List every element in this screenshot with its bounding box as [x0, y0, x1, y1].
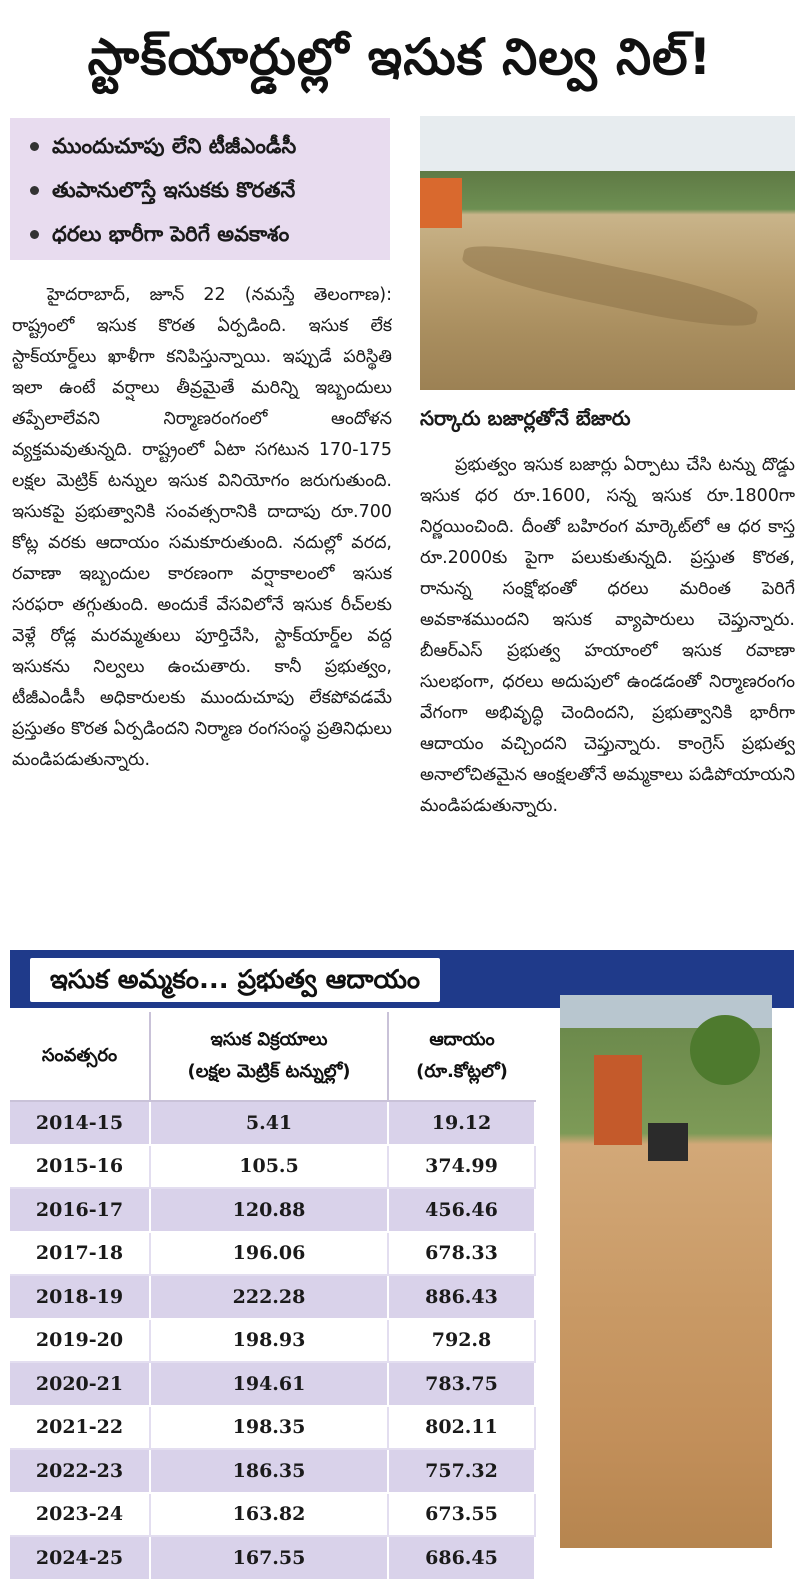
header-year: సంవత్సరం — [10, 1012, 150, 1101]
cell-year: 2024-25 — [10, 1536, 150, 1580]
table-row — [10, 1536, 535, 1580]
table-row — [10, 1493, 535, 1537]
highlights-box — [10, 118, 390, 260]
table-title: ఇసుక అమ్మకం... ప్రభుత్వ ఆదాయం — [30, 958, 440, 1002]
cell-revenue: 783.75 — [388, 1362, 535, 1406]
article-left-column — [12, 280, 392, 945]
cell-sales: 186.35 — [150, 1449, 388, 1493]
cell-sales: 163.82 — [150, 1493, 388, 1537]
cell-year: 2023-24 — [10, 1493, 150, 1537]
cell-sales: 222.28 — [150, 1275, 388, 1319]
cell-year: 2016-17 — [10, 1188, 150, 1232]
cell-revenue: 673.55 — [388, 1493, 535, 1537]
table-row — [10, 1101, 535, 1145]
cell-sales: 194.61 — [150, 1362, 388, 1406]
truck-shape — [648, 1123, 688, 1161]
cell-year: 2014-15 — [10, 1101, 150, 1145]
table-header-row — [10, 1012, 535, 1101]
table-row — [10, 1319, 535, 1363]
cell-year: 2017-18 — [10, 1232, 150, 1276]
article-paragraph: ప్రభుత్వం ఇసుక బజార్లు ఏర్పాటు చేసి టన్ను దొడ్డు ఇసుక ధర రూ.1600, సన్న ఇసుక రూ.1800గా నిర్ణయించింది. దీంతో బహిరంగ మార్కెట్‌లో ఆ ధర కాస్త రూ.2000కు పైగా పలుకుతున్నది. ప్రస్తుత కొరత, రానున్న సంక్షోభంతో ధరలు మరింత పెరిగే అవకాశముందని ఇసుక వ్యాపారులు చెప్తున్నారు. బీఆర్‌ఎస్‌ ప్రభుత్వ హయాంలో ఇసుక రవాణా సులభంగా, ధరలు అదుపులో ఉండడంతో నిర్మాణరంగం వేగంగా అభివృద్ధి చెందిందని, ప్రభుత్వానికి భారీగా ఆదాయం వచ్చిందని చెప్తున్నారు. కాంగ్రెస్‌ ప్రభుత్వ అనాలోచితమైన ఆంక్షలతోనే అమ్మకాలు పడిపోయాయని మండిపడుతున్నారు. — [420, 455, 795, 816]
cell-sales: 198.35 — [150, 1406, 388, 1450]
cell-year: 2015-16 — [10, 1145, 150, 1189]
excavator-shape — [420, 178, 462, 228]
cell-sales: 167.55 — [150, 1536, 388, 1580]
highlight-text: తుపానులొస్తే ఇసుకకు కొరతనే — [52, 178, 296, 202]
table-row — [10, 1362, 535, 1406]
photo-caption: సర్కారు బజార్లతోనే బేజారు — [420, 406, 631, 430]
header-sales: ఇసుక విక్రయాలు (లక్షల మెట్రిక్‌ టన్నుల్లో) — [150, 1012, 388, 1101]
cell-sales: 105.5 — [150, 1145, 388, 1189]
cell-year: 2022-23 — [10, 1449, 150, 1493]
highlight-text: ముందుచూపు లేని టీజీఎండీసీ — [52, 134, 297, 158]
cell-year: 2021-22 — [10, 1406, 150, 1450]
cell-revenue: 757.32 — [388, 1449, 535, 1493]
table-row — [10, 1232, 535, 1276]
cell-sales: 120.88 — [150, 1188, 388, 1232]
cell-revenue: 19.12 — [388, 1101, 535, 1145]
bullet-icon — [30, 186, 39, 195]
table-row — [10, 1449, 535, 1493]
table-row — [10, 1406, 535, 1450]
bullet-icon — [30, 230, 39, 239]
cell-revenue: 886.43 — [388, 1275, 535, 1319]
sand-mining-photo — [560, 995, 772, 1548]
highlight-item — [10, 168, 390, 212]
headline: స్టాక్‌యార్డుల్లో ఇసుక నిల్వ నిల్‌! — [87, 28, 713, 86]
cell-revenue: 374.99 — [388, 1145, 535, 1189]
table-row — [10, 1145, 535, 1189]
bullet-icon — [30, 142, 39, 151]
highlight-item — [10, 212, 390, 256]
sand-yard-photo — [420, 116, 795, 390]
tree-shape — [690, 1015, 760, 1085]
cell-year: 2019-20 — [10, 1319, 150, 1363]
cell-year: 2018-19 — [10, 1275, 150, 1319]
excavator-shape — [594, 1055, 642, 1145]
article-paragraph: హైదరాబాద్‌, జూన్‌ 22 (నమస్తే తెలంగాణ): రాష్ట్రంలో ఇసుక కొరత ఏర్పడింది. ఇసుక లేక స్టాక్‌యార్డ్‌లు ఖాళీగా కనిపిస్తున్నాయి. ఇప్పుడే పరిస్థితి ఇలా ఉంటే వర్షాలు తీవ్రమైతే మరిన్ని ఇబ్బందులు తప్పేలాలేవని నిర్మాణరంగంలో ఆందోళన వ్యక్తమవుతున్నది. రాష్ట్రంలో ఏటా సగటున 170-175 లక్షల మెట్రిక్‌ టన్నుల ఇసుక వినియోగం జరుగుతుంది. ఇసుకపై ప్రభుత్వానికి సంవత్సరానికి దాదాపు రూ.700 కోట్ల వరకు ఆదాయం సమకూరుతుంది. నదుల్లో వరద, రవాణా ఇబ్బందుల కారణంగా వర్షాకాలంలో ఇసుక సరఫరా తగ్గుతుంది. అందుకే వేసవిలోనే ఇసుక రీచ్‌లకు వెళ్లే రోడ్ల మరమ్మతులు పూర్తిచేసి, స్టాక్‌యార్డ్‌ల వద్ద ఇసుకను నిల్వలు ఉంచుతారు. కానీ ప్రభుత్వం, టీజీఎండీసీ అధికారులకు ముందుచూపు లేకపోవడమే ప్రస్తుతం కొరత ఏర్పడిందని నిర్మాణ రంగసంస్థ ప్రతినిధులు మండిపడుతున్నారు. — [12, 285, 392, 770]
cell-sales: 196.06 — [150, 1232, 388, 1276]
table-row — [10, 1188, 535, 1232]
table-row — [10, 1275, 535, 1319]
sand-ridge-shape — [459, 235, 761, 336]
cell-revenue: 456.46 — [388, 1188, 535, 1232]
cell-year: 2020-21 — [10, 1362, 150, 1406]
sales-revenue-table — [10, 1012, 535, 1569]
cell-revenue: 792.8 — [388, 1319, 535, 1363]
cell-revenue: 686.45 — [388, 1536, 535, 1580]
cell-sales: 198.93 — [150, 1319, 388, 1363]
cell-revenue: 678.33 — [388, 1232, 535, 1276]
highlight-item — [10, 124, 390, 168]
header-revenue: ఆదాయం (రూ.కోట్లలో) — [388, 1012, 535, 1101]
highlight-text: ధరలు భారీగా పెరిగే అవకాశం — [52, 222, 290, 246]
cell-revenue: 802.11 — [388, 1406, 535, 1450]
article-right-column — [420, 450, 795, 945]
cell-sales: 5.41 — [150, 1101, 388, 1145]
